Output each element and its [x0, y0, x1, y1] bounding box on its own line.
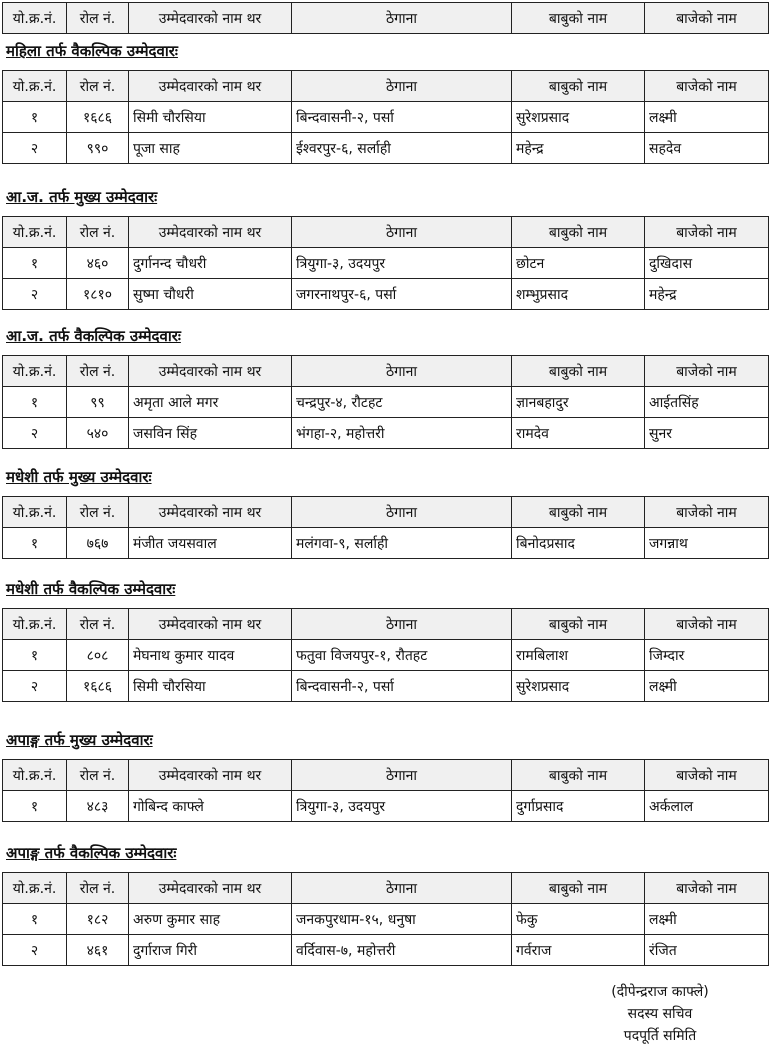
- table-cell: सुनर: [645, 418, 769, 449]
- column-header: उम्मेदवारको नाम थर: [129, 873, 292, 904]
- column-header: ठेगाना: [292, 356, 512, 387]
- table-cell: दुर्गाप्रसाद: [512, 791, 645, 822]
- table-cell: अरुण कुमार साह: [129, 904, 292, 935]
- section-title: मधेशी तर्फ मुख्य उम्मेदवारः: [6, 468, 152, 486]
- column-header: ठेगाना: [292, 3, 512, 34]
- table-cell: ४६०: [67, 248, 129, 279]
- table-row: [3, 279, 769, 310]
- column-header: बाबुको नाम: [512, 497, 645, 528]
- column-header: बाजेको नाम: [645, 873, 769, 904]
- signature-name: (दीपेन्द्रराज काफ्ले): [611, 984, 709, 1000]
- column-header: ठेगाना: [292, 609, 512, 640]
- table-cell: फेकु: [512, 904, 645, 935]
- table-cell: सिमी चौरसिया: [129, 102, 292, 133]
- column-header: ठेगाना: [292, 497, 512, 528]
- table-cell: १: [3, 904, 67, 935]
- table-header-row: [3, 497, 769, 528]
- table-cell: दुखिदास: [645, 248, 769, 279]
- table-row: [3, 671, 769, 702]
- table-cell: रामबिलाश: [512, 640, 645, 671]
- table-row: [3, 387, 769, 418]
- table-cell: दुर्गाराज गिरी: [129, 935, 292, 966]
- table-row: [3, 102, 769, 133]
- table-header-row: [3, 71, 769, 102]
- section-title: मधेशी तर्फ वैकल्पिक उम्मेदवारः: [6, 580, 176, 598]
- column-header: यो.क्र.नं.: [3, 760, 67, 791]
- candidate-table: [2, 759, 769, 822]
- table-cell: शम्भुप्रसाद: [512, 279, 645, 310]
- table-cell: मेघनाथ कुमार यादव: [129, 640, 292, 671]
- column-header: उम्मेदवारको नाम थर: [129, 217, 292, 248]
- table-cell: १: [3, 387, 67, 418]
- column-header: रोल नं.: [67, 497, 129, 528]
- table-cell: १: [3, 102, 67, 133]
- table-cell: बिन्दवासनी-२, पर्सा: [292, 671, 512, 702]
- table-cell: ईश्वरपुर-६, सर्लाही: [292, 133, 512, 164]
- section-title: आ.ज. तर्फ वैकल्पिक उम्मेदवारः: [6, 327, 181, 345]
- table-cell: गोबिन्द काफ्ले: [129, 791, 292, 822]
- table-cell: मंजीत जयसवाल: [129, 528, 292, 559]
- table-cell: जनकपुरधाम-१५, धनुषा: [292, 904, 512, 935]
- column-header: उम्मेदवारको नाम थर: [129, 3, 292, 34]
- table-cell: २: [3, 279, 67, 310]
- table-cell: ९९०: [67, 133, 129, 164]
- table-cell: महेन्द्र: [512, 133, 645, 164]
- column-header: रोल नं.: [67, 217, 129, 248]
- table-cell: अमृता आले मगर: [129, 387, 292, 418]
- table-cell: बिनोदप्रसाद: [512, 528, 645, 559]
- column-header: यो.क्र.नं.: [3, 217, 67, 248]
- column-header: उम्मेदवारको नाम थर: [129, 609, 292, 640]
- candidate-table: [2, 70, 769, 164]
- table-cell: जगन्नाथ: [645, 528, 769, 559]
- column-header: ठेगाना: [292, 873, 512, 904]
- table-cell: अर्कलाल: [645, 791, 769, 822]
- column-header: बाजेको नाम: [645, 3, 769, 34]
- column-header: रोल नं.: [67, 356, 129, 387]
- column-header: यो.क्र.नं.: [3, 71, 67, 102]
- table-header-row: [3, 760, 769, 791]
- table-header-row: [3, 3, 769, 34]
- table-cell: जिम्दार: [645, 640, 769, 671]
- column-header: बाबुको नाम: [512, 873, 645, 904]
- section-title: आ.ज. तर्फ मुख्य उम्मेदवारः: [6, 188, 158, 206]
- table-row: [3, 791, 769, 822]
- table-cell: दुर्गानन्द चौधरी: [129, 248, 292, 279]
- candidate-table: [2, 496, 769, 559]
- candidate-table: [2, 608, 769, 702]
- table-cell: ५४०: [67, 418, 129, 449]
- table-cell: १६८६: [67, 671, 129, 702]
- table-cell: ९९: [67, 387, 129, 418]
- column-header: उम्मेदवारको नाम थर: [129, 71, 292, 102]
- table-header-row: [3, 217, 769, 248]
- column-header: बाजेको नाम: [645, 760, 769, 791]
- table-cell: लक्ष्मी: [645, 102, 769, 133]
- column-header: रोल नं.: [67, 873, 129, 904]
- section-title: अपाङ्ग तर्फ मुख्य उम्मेदवारः: [6, 731, 153, 749]
- table-row: [3, 418, 769, 449]
- column-header: बाजेको नाम: [645, 497, 769, 528]
- table-cell: सुरेशप्रसाद: [512, 671, 645, 702]
- table-cell: रामदेव: [512, 418, 645, 449]
- table-cell: सहदेव: [645, 133, 769, 164]
- signature-committee: पदपूर्ति समिति: [623, 1028, 697, 1044]
- column-header: उम्मेदवारको नाम थर: [129, 760, 292, 791]
- table-cell: रंजित: [645, 935, 769, 966]
- table-cell: भंगहा-२, महोत्तरी: [292, 418, 512, 449]
- table-cell: बिन्दवासनी-२, पर्सा: [292, 102, 512, 133]
- column-header: रोल नं.: [67, 760, 129, 791]
- table-cell: ज्ञानबहादुर: [512, 387, 645, 418]
- table-cell: ४८३: [67, 791, 129, 822]
- column-header: बाजेको नाम: [645, 217, 769, 248]
- table-cell: १: [3, 791, 67, 822]
- section-title: अपाङ्ग तर्फ वैकल्पिक उम्मेदवारः: [6, 844, 177, 862]
- table-cell: १: [3, 248, 67, 279]
- table-cell: १८२: [67, 904, 129, 935]
- column-header: यो.क्र.नं.: [3, 873, 67, 904]
- column-header: बाबुको नाम: [512, 217, 645, 248]
- table-row: [3, 904, 769, 935]
- column-header: ठेगाना: [292, 760, 512, 791]
- column-header: बाबुको नाम: [512, 760, 645, 791]
- table-cell: २: [3, 935, 67, 966]
- column-header: रोल नं.: [67, 609, 129, 640]
- table-cell: आईतसिंह: [645, 387, 769, 418]
- table-row: [3, 248, 769, 279]
- column-header: ठेगाना: [292, 71, 512, 102]
- column-header: बाजेको नाम: [645, 609, 769, 640]
- table-header-row: [3, 356, 769, 387]
- candidate-table: [2, 216, 769, 310]
- table-cell: १: [3, 528, 67, 559]
- table-cell: जगरनाथपुर-६, पर्सा: [292, 279, 512, 310]
- column-header: उम्मेदवारको नाम थर: [129, 356, 292, 387]
- column-header: यो.क्र.नं.: [3, 497, 67, 528]
- column-header: यो.क्र.नं.: [3, 609, 67, 640]
- candidate-table: [2, 355, 769, 449]
- table-cell: २: [3, 133, 67, 164]
- candidate-table: [2, 872, 769, 966]
- table-cell: सुरेशप्रसाद: [512, 102, 645, 133]
- column-header: बाजेको नाम: [645, 71, 769, 102]
- column-header: यो.क्र.नं.: [3, 356, 67, 387]
- table-header-row: [3, 609, 769, 640]
- table-cell: सिमी चौरसिया: [129, 671, 292, 702]
- column-header: बाबुको नाम: [512, 609, 645, 640]
- table-cell: १८१०: [67, 279, 129, 310]
- table-cell: ४६१: [67, 935, 129, 966]
- table-header-row: [3, 873, 769, 904]
- table-row: [3, 528, 769, 559]
- table-cell: लक्ष्मी: [645, 671, 769, 702]
- column-header: उम्मेदवारको नाम थर: [129, 497, 292, 528]
- table-cell: १६८६: [67, 102, 129, 133]
- table-cell: गर्वराज: [512, 935, 645, 966]
- column-header: बाजेको नाम: [645, 356, 769, 387]
- table-cell: लक्ष्मी: [645, 904, 769, 935]
- table-cell: त्रियुगा-३, उदयपुर: [292, 248, 512, 279]
- table-cell: मलंगवा-९, सर्लाही: [292, 528, 512, 559]
- table-cell: वर्दिवास-७, महोत्तरी: [292, 935, 512, 966]
- table-cell: फतुवा विजयपुर-१, रौतहट: [292, 640, 512, 671]
- candidate-table: [2, 2, 769, 34]
- section-title: महिला तर्फ वैकल्पिक उम्मेदवारः: [6, 42, 178, 60]
- table-cell: १: [3, 640, 67, 671]
- table-row: [3, 935, 769, 966]
- table-row: [3, 133, 769, 164]
- table-cell: पूजा साह: [129, 133, 292, 164]
- column-header: बाबुको नाम: [512, 71, 645, 102]
- table-cell: त्रियुगा-३, उदयपुर: [292, 791, 512, 822]
- table-cell: २: [3, 418, 67, 449]
- column-header: रोल नं.: [67, 71, 129, 102]
- table-cell: जसविन सिंह: [129, 418, 292, 449]
- column-header: बाबुको नाम: [512, 3, 645, 34]
- table-cell: २: [3, 671, 67, 702]
- table-cell: ७६७: [67, 528, 129, 559]
- column-header: यो.क्र.नं.: [3, 3, 67, 34]
- table-cell: सुष्मा चौधरी: [129, 279, 292, 310]
- column-header: बाबुको नाम: [512, 356, 645, 387]
- column-header: रोल नं.: [67, 3, 129, 34]
- table-cell: चन्द्रपुर-४, रौटहट: [292, 387, 512, 418]
- table-cell: महेन्द्र: [645, 279, 769, 310]
- table-row: [3, 640, 769, 671]
- table-cell: छोटन: [512, 248, 645, 279]
- column-header: ठेगाना: [292, 217, 512, 248]
- signature-title: सदस्य सचिव: [627, 1006, 693, 1022]
- table-cell: ८०८: [67, 640, 129, 671]
